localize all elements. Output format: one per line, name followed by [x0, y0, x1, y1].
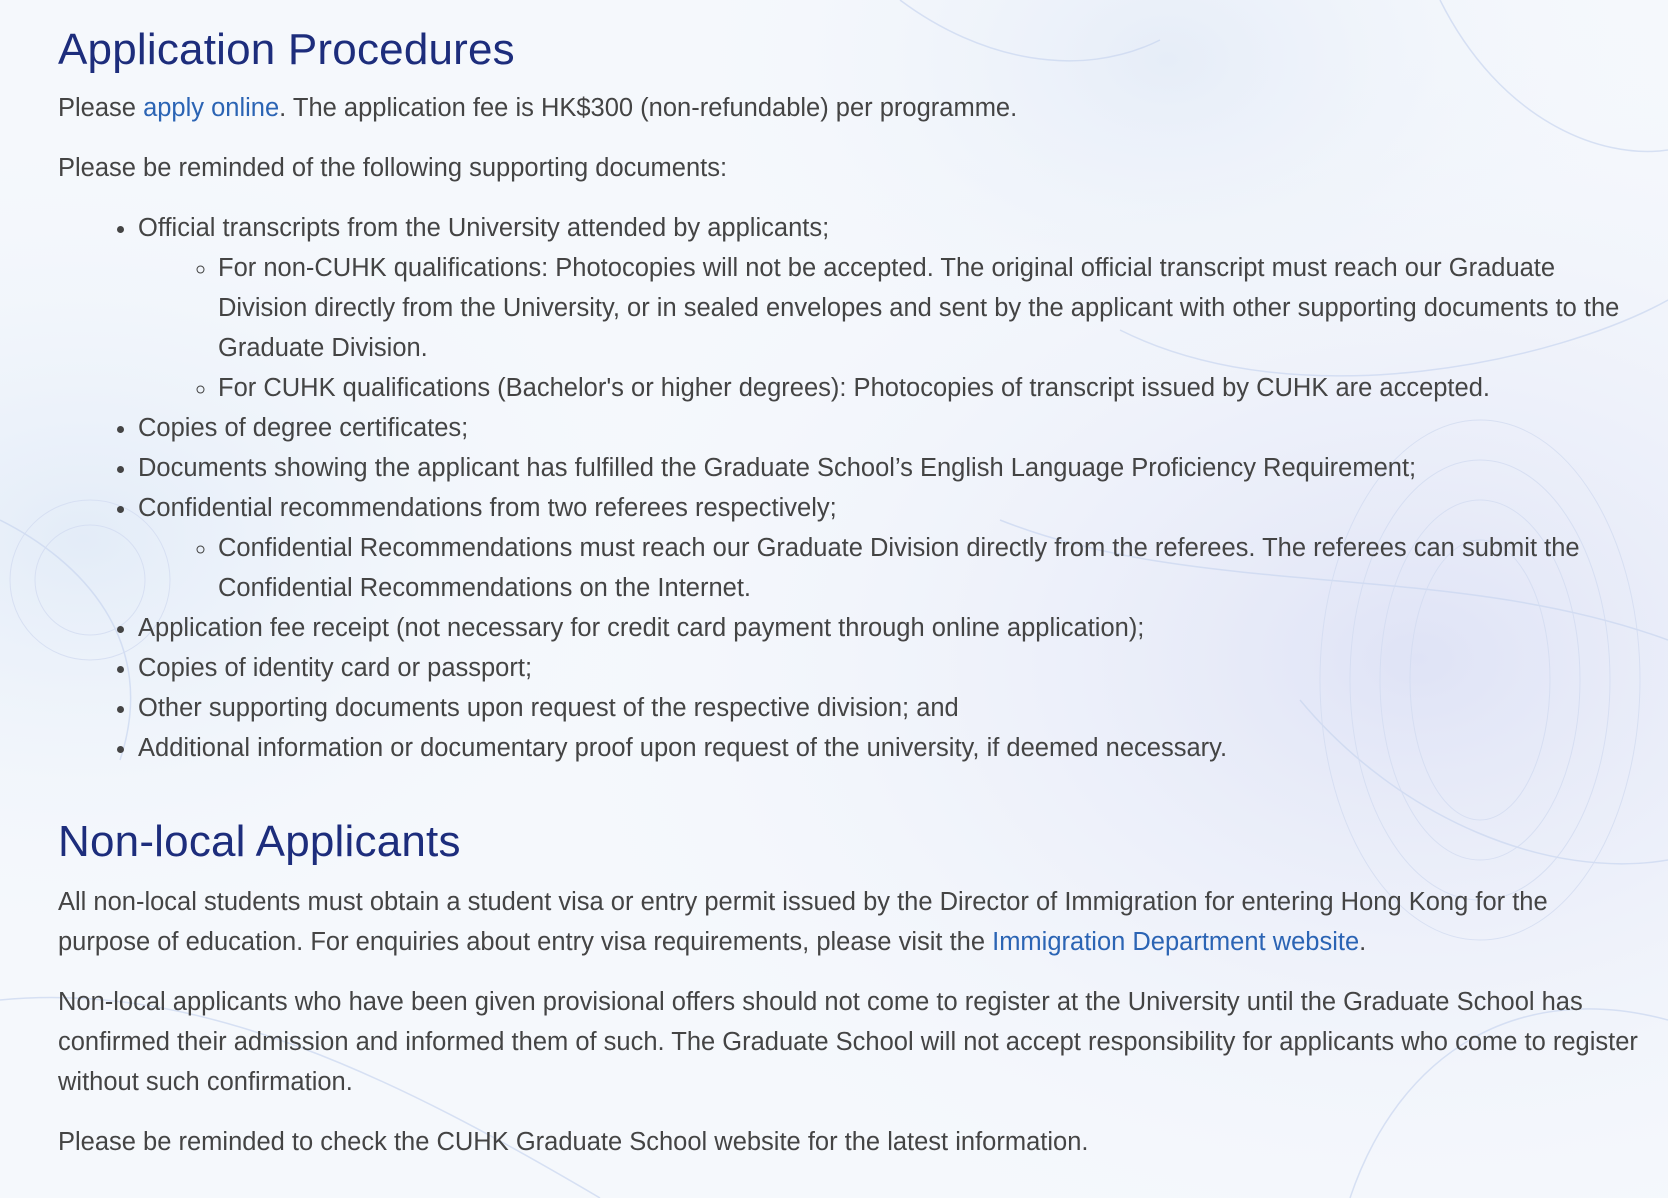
non-local-visa-text-end: .: [1359, 928, 1367, 956]
list-item: [138, 488, 1638, 608]
list-item: • Application fee receipt (not necessary for credit card payment through online application);: [138, 608, 1638, 648]
sub-list-item: ◦ Confidential Recommendations must reach our Graduate Division directly from the referees. The referees can submit the Confidential Recommendations on the Internet.: [218, 528, 1638, 608]
non-local-visa-paragraph: [58, 882, 1638, 962]
application-intro: [58, 88, 1638, 128]
section-title-application-procedures: Application Procedures: [58, 25, 515, 74]
sub-list: [138, 248, 1638, 408]
supporting-documents-reminder: Please be reminded of the following supporting documents:: [58, 154, 728, 182]
sub-list: [138, 528, 1638, 608]
list-item: [138, 208, 1638, 408]
sub-list-item: ◦ For non-CUHK qualifications: Photocopies will not be accepted. The original official transcript must reach our Graduate Division directly from the University, or in sealed envelopes and sent by the applicant with other supporting documents to the Graduate Division.: [218, 248, 1638, 368]
list-item: • Copies of degree certificates;: [138, 408, 1638, 448]
application-intro-before: Please: [58, 94, 144, 122]
list-item-text: Confidential recommendations from two referees respectively;: [138, 494, 837, 522]
list-item: • Copies of identity card or passport;: [138, 648, 1638, 688]
apply-online-link[interactable]: apply online: [143, 94, 280, 122]
list-item: • Documents showing the applicant has fulfilled the Graduate School’s English Language Proficiency Requirement;: [138, 448, 1638, 488]
latest-information-reminder: Please be reminded to check the CUHK Graduate School website for the latest information.: [58, 1128, 1089, 1156]
non-local-registration-paragraph: Non-local applicants who have been given provisional offers should not come to register at the University until the Graduate School has confirmed their admission and informed them of such. The Graduate School will not accept responsibility for applicants who come to register without such confirmation.: [58, 988, 1638, 1096]
section-title-non-local-applicants: Non-local Applicants: [58, 817, 461, 866]
list-item-text: Official transcripts from the University attended by applicants;: [138, 214, 830, 242]
main-content: [58, 22, 1638, 1182]
application-intro-after: . The application fee is HK$300 (non-refundable) per programme.: [279, 94, 1018, 122]
list-item: • Other supporting documents upon request of the respective division; and: [138, 688, 1638, 728]
immigration-department-link[interactable]: Immigration Department website: [992, 928, 1360, 956]
supporting-documents-list: [58, 208, 1638, 768]
list-item: • Additional information or documentary proof upon request of the university, if deemed necessary.: [138, 728, 1638, 768]
non-local-visa-text: All non-local students must obtain a student visa or entry permit issued by the Director of Immigration for entering Hong Kong for the purpose of education. For enquiries about entry visa requirements, please visit the: [58, 888, 1548, 956]
sub-list-item: ◦ For CUHK qualifications (Bachelor's or higher degrees): Photocopies of transcript issued by CUHK are accepted.: [218, 368, 1638, 408]
